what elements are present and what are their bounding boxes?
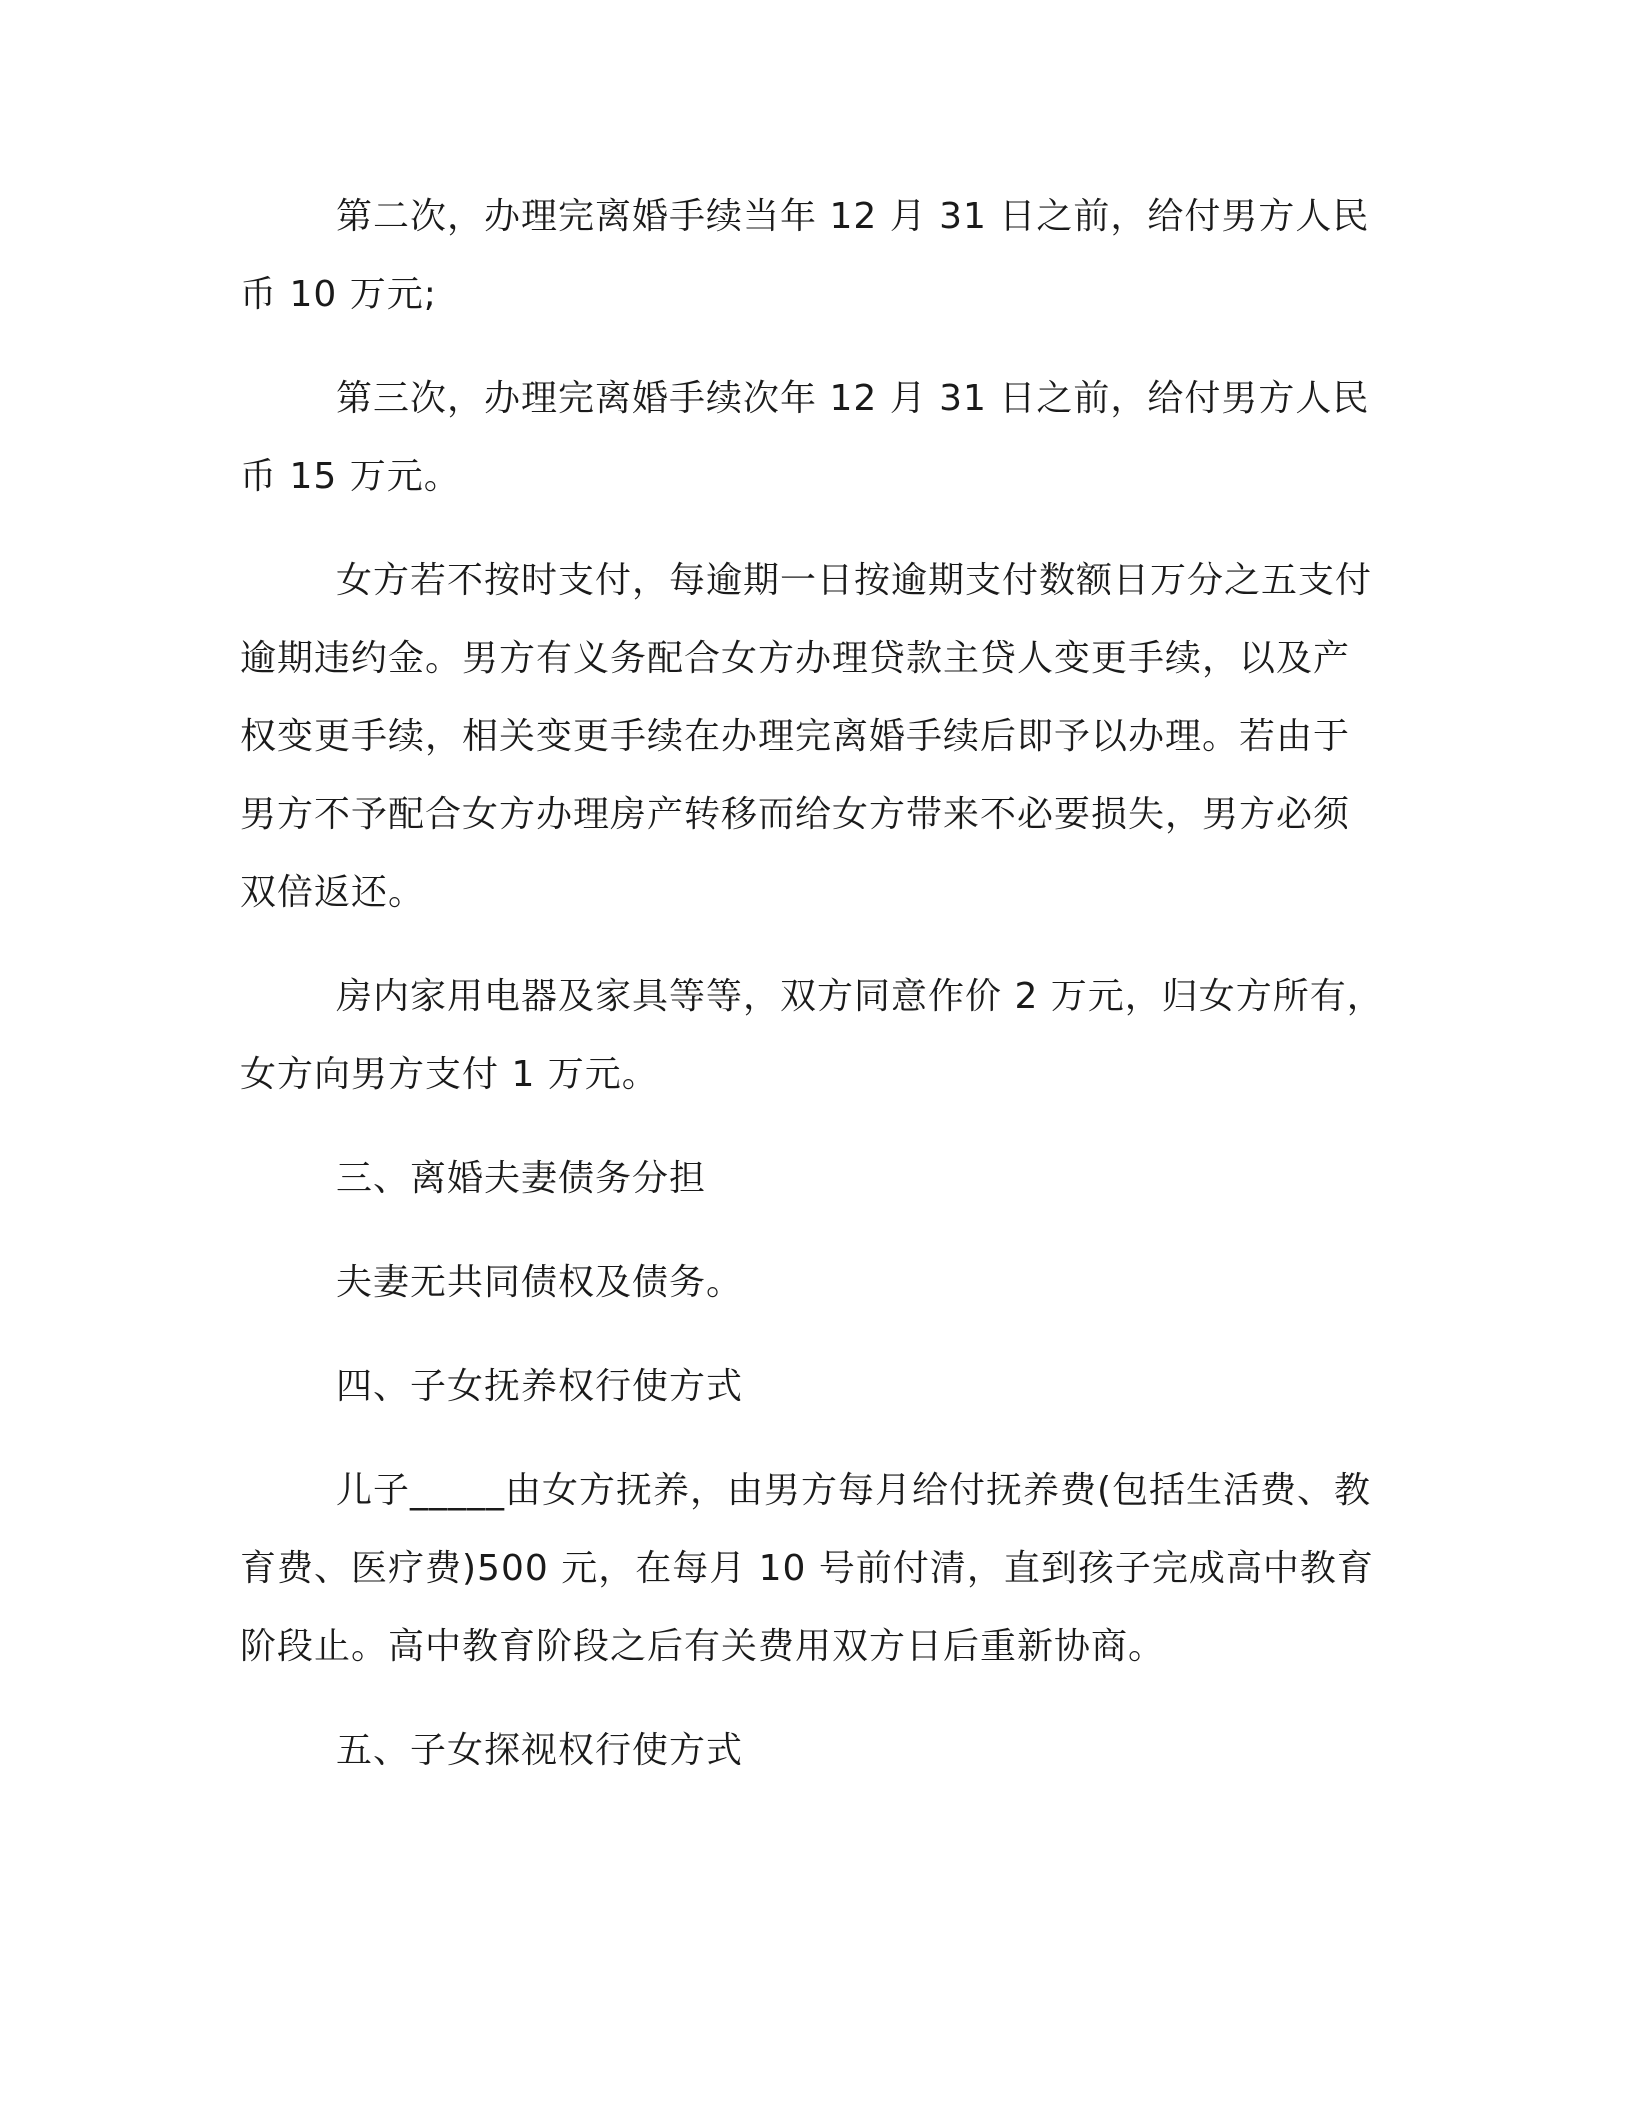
paragraph-late-payment-line-3: 权变更手续，相关变更手续在办理完离婚手续后即予以办理。若由于 bbox=[240, 716, 1351, 757]
paragraph-late-payment-line-4: 男方不予配合女方办理房产转移而给女方带来不必要损失，男方必须 bbox=[240, 794, 1351, 835]
paragraph-furniture-line-2: 女方向男方支付 1 万元。 bbox=[240, 1054, 659, 1095]
paragraph-custody-line-2: 育费、医疗费)500 元，在每月 10 号前付清，直到孩子完成高中教育 bbox=[240, 1548, 1374, 1589]
paragraph-late-payment-line-2: 逾期违约金。男方有义务配合女方办理贷款主贷人变更手续，以及产 bbox=[240, 638, 1351, 679]
section-heading-visitation: 五、子女探视权行使方式 bbox=[336, 1730, 744, 1771]
paragraph-late-payment-line-5: 双倍返还。 bbox=[240, 872, 426, 913]
paragraph-second-payment-line-1: 第二次，办理完离婚手续当年 12 月 31 日之前，给付男方人民 bbox=[336, 196, 1370, 237]
section-heading-debt: 三、离婚夫妻债务分担 bbox=[336, 1158, 707, 1199]
section-heading-custody: 四、子女抚养权行使方式 bbox=[336, 1366, 744, 1407]
paragraph-second-payment-line-2: 币 10 万元; bbox=[240, 274, 437, 315]
paragraph-furniture-line-1: 房内家用电器及家具等等，双方同意作价 2 万元，归女方所有， bbox=[336, 976, 1384, 1017]
paragraph-late-payment-line-1: 女方若不按时支付，每逾期一日按逾期支付数额日万分之五支付 bbox=[336, 560, 1373, 601]
paragraph-custody-line-3: 阶段止。高中教育阶段之后有关费用双方日后重新协商。 bbox=[240, 1626, 1166, 1667]
paragraph-debt: 夫妻无共同债权及债务。 bbox=[336, 1262, 744, 1303]
paragraph-third-payment-line-1: 第三次，办理完离婚手续次年 12 月 31 日之前，给付男方人民 bbox=[336, 378, 1370, 419]
paragraph-third-payment-line-2: 币 15 万元。 bbox=[240, 456, 461, 497]
paragraph-custody-line-1: 儿子_____由女方抚养，由男方每月给付抚养费(包括生活费、教 bbox=[336, 1470, 1372, 1511]
